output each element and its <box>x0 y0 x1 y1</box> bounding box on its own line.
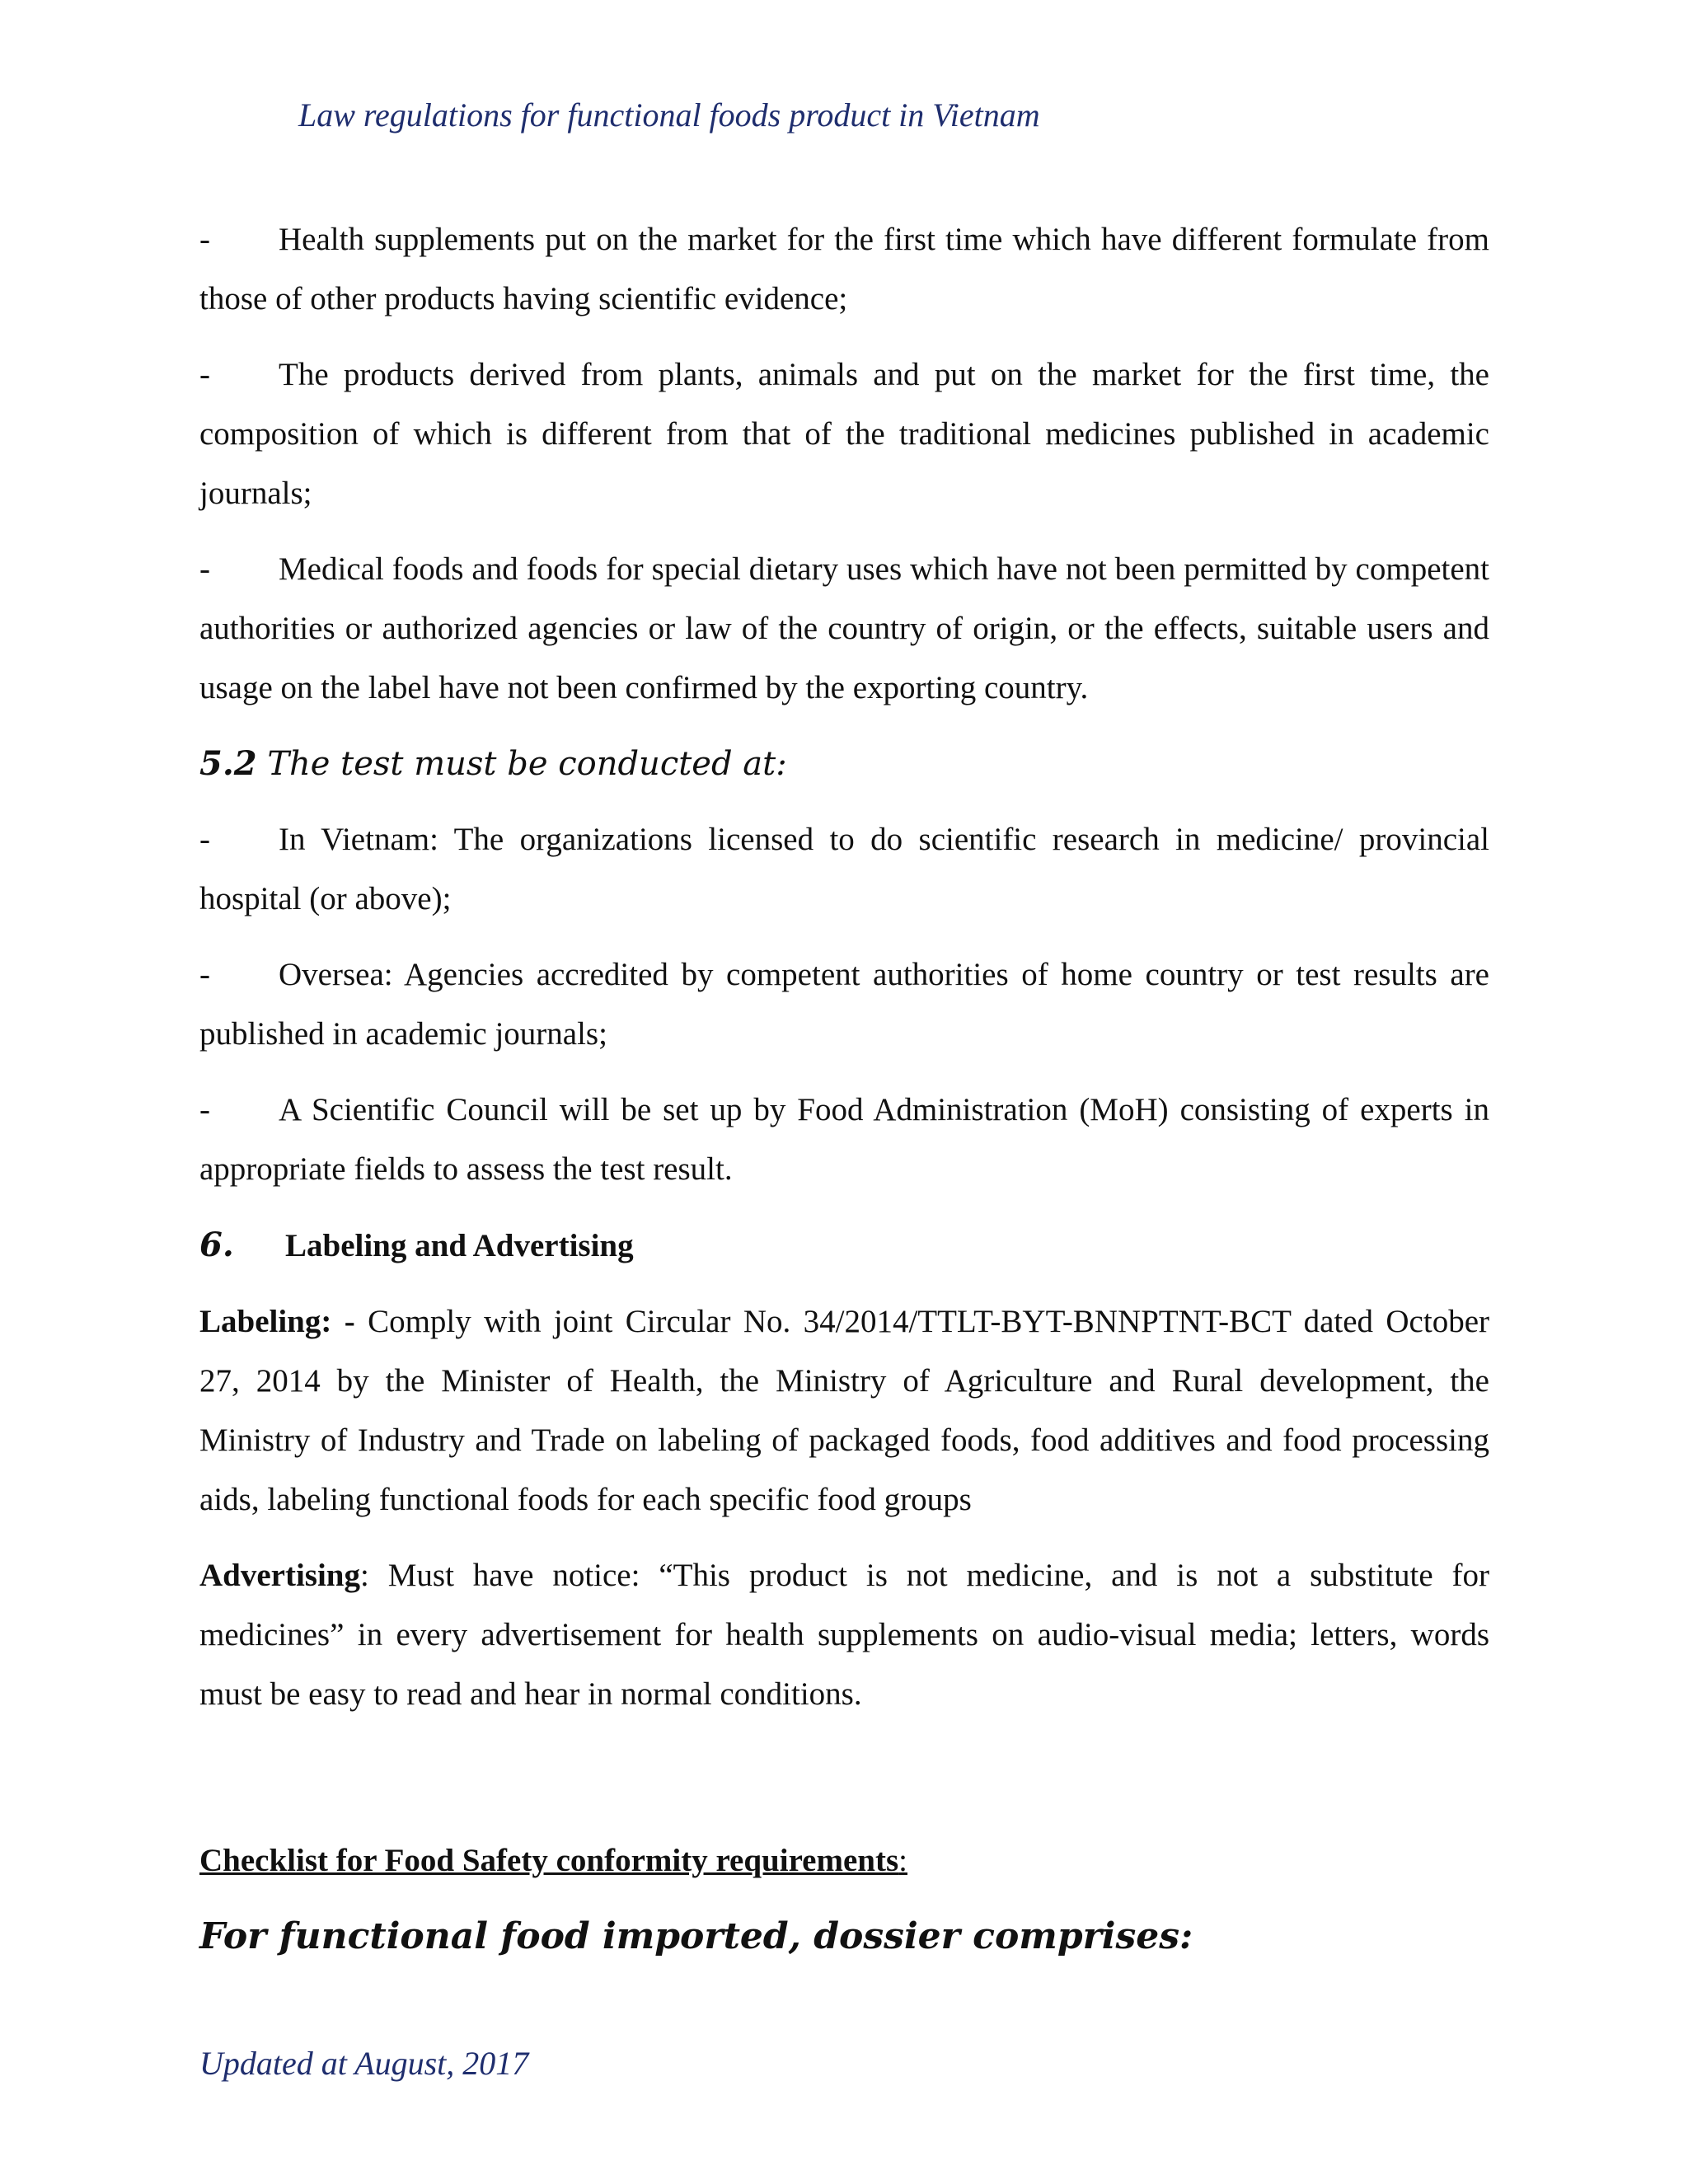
advertising-label: Advertising <box>199 1558 360 1593</box>
subsection-heading <box>199 734 1489 794</box>
advertising-paragraph <box>199 1546 1489 1724</box>
advertising-text: : Must have notice: “This product is not medicine, and is not a substitute for medicines” in every advertisement for health supplements on audio-visual media; letters, words must be easy to read and hear in normal conditions. <box>199 1558 1489 1712</box>
labeling-paragraph <box>199 1292 1489 1530</box>
section-heading <box>199 1216 1489 1276</box>
list-item <box>199 540 1489 718</box>
section-title: Labeling and Advertising <box>285 1228 634 1263</box>
running-header: Law regulations for functional foods product in Vietnam <box>298 96 1040 134</box>
subsection-number: 5.2 <box>199 744 257 783</box>
bullet-marker: - <box>199 551 210 587</box>
checklist-colon: : <box>898 1843 907 1878</box>
list-item <box>199 945 1489 1064</box>
list-item-text: Medical foods and foods for special dietary uses which have not been permitted by competent authorities or authorized agencies or law of the country of origin, or the effects, suitable users and usage on the label have not been confirmed by the exporting country. <box>199 551 1489 705</box>
bullet-marker: - <box>199 957 210 992</box>
section-number: 6. <box>199 1226 234 1264</box>
spacer <box>199 1741 1489 1831</box>
list-item <box>199 345 1489 523</box>
bullet-marker: - <box>199 357 210 392</box>
bullet-marker: - <box>199 1092 210 1127</box>
list-item-text: In Vietnam: The organizations licensed to do scientific research in medicine/ provincial hospital (or above); <box>199 822 1489 916</box>
labeling-text: Comply with joint Circular No. 34/2014/TTLT-BYT-BNNPTNT-BCT dated October 27, 2014 by the Minister of Health, the Ministry of Agriculture and Rural development, the Ministry of Industry and Trade on labeling of packaged foods, food additives and food processing aids, labeling functional foods for each specific food groups <box>199 1304 1489 1517</box>
labeling-label: Labeling: - <box>199 1304 355 1339</box>
document-body <box>199 210 1489 1966</box>
list-item <box>199 810 1489 929</box>
list-item-text: A Scientific Council will be set up by Food Administration (MoH) consisting of experts in appropriate fields to assess the test result. <box>199 1092 1489 1187</box>
bullet-marker: - <box>199 222 210 257</box>
list-item-text: Oversea: Agencies accredited by competent authorities of home country or test results are published in academic journals; <box>199 957 1489 1052</box>
running-footer: Updated at August, 2017 <box>199 2045 529 2082</box>
subsection-title: The test must be conducted at: <box>267 745 787 783</box>
list-item-text: Health supplements put on the market for the first time which have different formulate from those of other products having scientific evidence; <box>199 222 1489 316</box>
list-item-text: The products derived from plants, animals and put on the market for the first time, the composition of which is different from that of the traditional medicines published in academic journals; <box>199 357 1489 511</box>
checklist-subtitle: For functional food imported, dossier comprises: <box>199 1915 1193 1957</box>
list-item <box>199 1080 1489 1199</box>
checklist-title: Checklist for Food Safety conformity requirements <box>199 1843 899 1878</box>
checklist-heading <box>199 1831 1489 1891</box>
list-item <box>199 210 1489 329</box>
bullet-marker: - <box>199 822 210 857</box>
